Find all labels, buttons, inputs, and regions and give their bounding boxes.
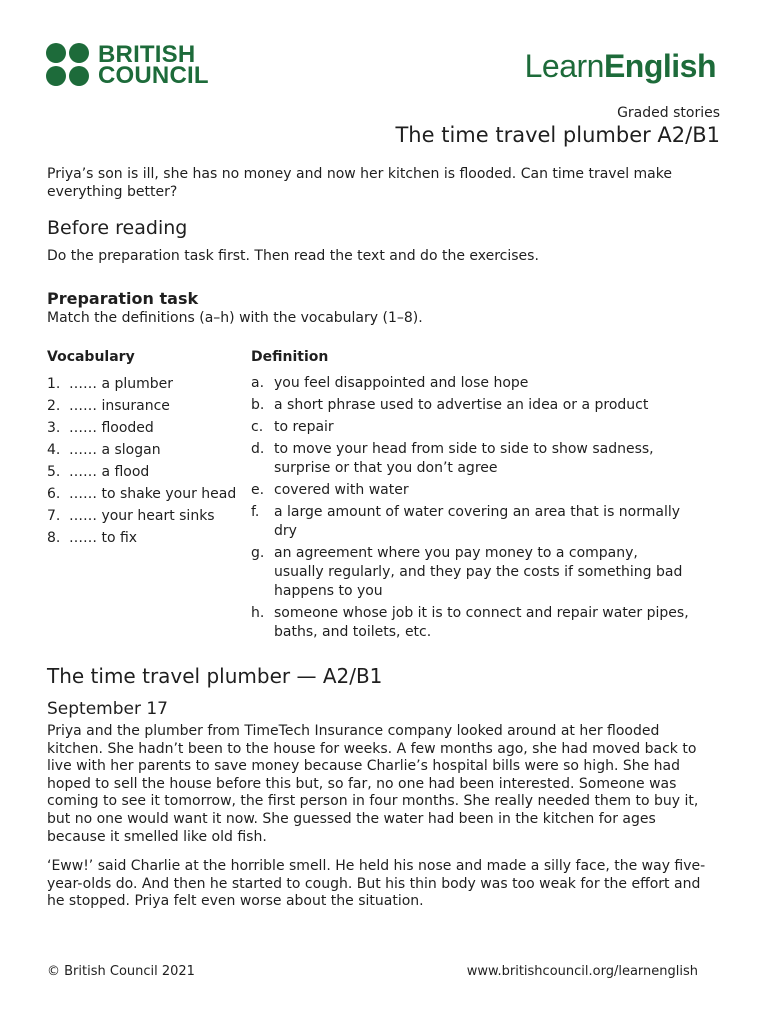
logo-text: [98, 40, 209, 89]
vocab-text: …… your heart sinks: [69, 508, 215, 524]
story-paragraph-2: ‘Eww!’ said Charlie at the horrible smell. He held his nose and made a silly face, the way five-year-olds do. And then he started to cough. But his thin body was too weak for the effort and he stopped. Priya felt even worse about the situation.: [47, 858, 706, 910]
definition-letter: c.: [251, 419, 264, 435]
vocab-item: [47, 418, 236, 440]
before-reading-heading: Before reading: [47, 217, 188, 239]
logo-line-2: COUNCIL: [98, 61, 209, 89]
definition-text: someone whose job it is to connect and repair water pipes, baths, and toilets, etc.: [274, 605, 689, 640]
story-title: The time travel plumber — A2/B1: [47, 664, 383, 688]
definition-text: to move your head from side to side to show sadness, surprise or that you don’t agree: [274, 441, 654, 476]
vocab-text: …… to fix: [69, 530, 138, 546]
learnenglish-brand: [525, 48, 716, 85]
vocab-number: 8.: [47, 530, 61, 546]
brand-learn: Learn: [524, 48, 604, 84]
footer-url[interactable]: www.britishcouncil.org/learnenglish: [466, 964, 698, 979]
vocab-text: …… a flood: [69, 464, 150, 480]
definition-letter: f.: [251, 504, 260, 520]
british-council-logo: [46, 40, 209, 89]
definition-item: [251, 481, 691, 500]
vocab-number: 5.: [47, 464, 61, 480]
vocabulary-heading: Vocabulary: [47, 349, 135, 365]
preparation-task-heading: Preparation task: [47, 289, 199, 308]
brand-english: English: [603, 48, 716, 84]
vocab-number: 1.: [47, 376, 61, 392]
graded-stories-label: Graded stories: [617, 105, 720, 121]
story-date: September 17: [47, 699, 169, 719]
definition-text: an agreement where you pay money to a company, usually regularly, and they pay the costs if something bad happens to you: [274, 545, 683, 599]
vocab-item: [47, 374, 236, 396]
definition-text: to repair: [274, 419, 334, 435]
preparation-task-text: Match the definitions (a–h) with the vocabulary (1–8).: [47, 310, 423, 326]
definition-item: [251, 544, 691, 601]
definition-text: a short phrase used to advertise an idea or a product: [274, 397, 649, 413]
vocab-item: [47, 440, 236, 462]
vocab-number: 2.: [47, 398, 61, 414]
vocab-item: [47, 528, 236, 550]
vocab-number: 7.: [47, 508, 61, 524]
page-title: The time travel plumber A2/B1: [395, 123, 720, 147]
before-reading-text: Do the preparation task first. Then read the text and do the exercises.: [47, 248, 539, 264]
logo-dots-icon: [46, 43, 89, 86]
vocab-number: 6.: [47, 486, 61, 502]
definition-letter: e.: [251, 482, 265, 498]
definition-letter: h.: [251, 605, 265, 621]
vocab-text: …… a slogan: [69, 442, 161, 458]
definition-item: [251, 440, 691, 478]
vocab-text: …… flooded: [69, 420, 154, 436]
definition-letter: a.: [251, 375, 265, 391]
story-paragraph-1: Priya and the plumber from TimeTech Insurance company looked around at her flooded kitchen. She hadn’t been to the house for weeks. A few months ago, she had moved back to live with her parents to save money because Charlie’s hospital bills were so high. She had hoped to sell the house before this but, so far, no one had been interested. Someone was coming to see it tomorrow, the first person in four months. She really needed them to buy it, but no one would want it now. She guessed the water had been in the kitchen for ages because it smelled like old fish.: [47, 723, 699, 845]
definition-list: [251, 374, 691, 645]
definition-letter: g.: [251, 545, 265, 561]
vocab-text: …… insurance: [69, 398, 170, 414]
vocab-text: …… to shake your head: [69, 486, 237, 502]
vocab-item: [47, 462, 236, 484]
definition-item: [251, 396, 691, 415]
vocab-item: [47, 484, 236, 506]
vocabulary-list: [47, 374, 236, 550]
vocab-number: 4.: [47, 442, 61, 458]
definition-text: you feel disappointed and lose hope: [274, 375, 529, 391]
definition-text: a large amount of water covering an area that is normally dry: [274, 504, 681, 539]
footer-copyright: © British Council 2021: [47, 964, 195, 979]
definition-item: [251, 374, 691, 393]
logo-line-1: BRITISH: [98, 40, 196, 68]
vocab-item: [47, 506, 236, 528]
definition-letter: b.: [251, 397, 265, 413]
vocab-number: 3.: [47, 420, 61, 436]
definition-letter: d.: [251, 441, 265, 457]
vocab-item: [47, 396, 236, 418]
definition-text: covered with water: [274, 482, 409, 498]
definition-item: [251, 418, 691, 437]
definition-item: [251, 604, 691, 642]
definition-item: [251, 503, 691, 541]
intro-text: Priya’s son is ill, she has no money and now her kitchen is flooded. Can time travel make everything better?: [47, 166, 672, 200]
definition-heading: Definition: [251, 349, 329, 365]
vocab-text: …… a plumber: [69, 376, 174, 392]
